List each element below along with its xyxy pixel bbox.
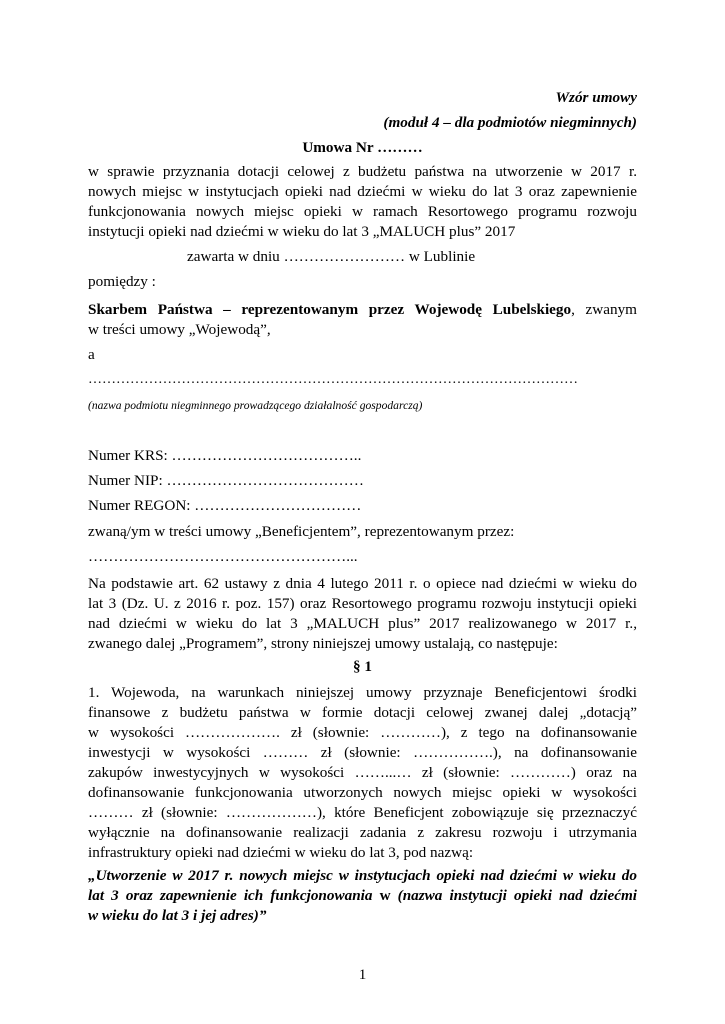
party1-name: Skarbem Państwa – reprezentowanym przez Wojewodę Lubelskiego [88, 301, 572, 318]
task-name-line-3: w wieku do lat 3 i jej adres)” [88, 907, 267, 924]
para1-line-1: 1. Wojewoda, na warunkach niniejszej umowy przyznaje Beneficjentowi środki [88, 684, 637, 701]
template-label: Wzór umowy [555, 89, 637, 106]
task-name-line-1: „Utworzenie w 2017 r. nowych miejsc w instytucjach opieki nad dziećmi w wieku do [88, 867, 637, 884]
para1-line-5: zakupów inwestycyjnych w wysokości ……...… zł (słownie: …………) oraz na [88, 764, 637, 781]
regon-line: Numer REGON: …………………………… [88, 497, 362, 514]
subject-line-3: funkcjonowania nowych miejsc opieki w ramach Resortowego programu rozwoju [88, 203, 637, 220]
concluded-line: zawarta w dniu …………………… w Lublinie [187, 248, 476, 265]
and-word: a [88, 346, 95, 363]
task-name-part-b: w [372, 887, 398, 904]
party1-line-2: w treści umowy „Wojewodą”, [88, 321, 271, 338]
contract-title: Umowa Nr ……… [302, 139, 423, 156]
party2-name-dots: …………………………………………………………………………………………… [88, 372, 578, 387]
basis-line-1: Na podstawie art. 62 ustawy z dnia 4 lutego 2011 r. o opiece nad dziećmi w wieku do [88, 575, 637, 592]
para1-line-2: finansowe z budżetu państwa w formie dotacji celowej zwanej dalej „dotacją” [88, 704, 637, 721]
between-label: pomiędzy : [88, 273, 156, 290]
subject-line-4: instytucji opieki nad dziećmi w wieku do lat 3 „MALUCH plus” 2017 [88, 223, 516, 240]
krs-line: Numer KRS: ……………………………….. [88, 447, 362, 464]
page-number: 1 [358, 966, 367, 983]
beneficiary-intro: zwaną/ym w treści umowy „Beneficjentem”, reprezentowanym przez: [88, 523, 515, 540]
task-name-part-c: (nazwa instytucji opieki nad dziećmi [397, 887, 638, 904]
para1-line-8: wyłącznie na dofinansowanie realizacji zadania z zakresu rozwoju i utrzymania [88, 824, 637, 841]
party1-rest: , zwanym [571, 301, 637, 318]
beneficiary-dots: ……………………………………………... [88, 548, 358, 565]
para1-line-6: dofinansowanie funkcjonowania utworzonych nowych miejsc opieki w wysokości [88, 784, 637, 801]
nip-line: Numer NIP: ………………………………… [88, 472, 364, 489]
subject-line-1: w sprawie przyznania dotacji celowej z budżetu państwa na utworzenie w 2017 r. [88, 163, 637, 180]
party2-caption: (nazwa podmiotu niegminnego prowadzącego działalność gospodarczą) [88, 399, 423, 412]
basis-line-4: zwanego dalej „Programem”, strony niniejszej umowy ustalają, co następuje: [88, 635, 558, 652]
para1-line-7: ……… zł (słownie: ………………), które Beneficjent zobowiązuje się przeznaczyć [88, 804, 637, 821]
basis-line-3: nad dziećmi w wieku do lat 3 „MALUCH plus” 2017 realizowanego w 2017 r., [88, 615, 637, 632]
task-name-line-2 [88, 886, 637, 905]
basis-line-2: lat 3 (Dz. U. z 2016 r. poz. 157) oraz Resortowego programu rozwoju instytucji opieki [88, 595, 637, 612]
para1-line-3: w wysokości ………………. zł (słownie: …………), z tego na dofinansowanie [88, 724, 637, 741]
subject-line-2: nowych miejsc w instytucjach opieki nad dziećmi w wieku do lat 3 oraz zapewnienie [88, 183, 637, 200]
module-label: (moduł 4 – dla podmiotów niegminnych) [383, 114, 637, 131]
para1-line-4: inwestycji w wysokości ……… zł (słownie: …………….), na dofinansowanie [88, 744, 637, 761]
task-name-part-a: lat 3 oraz zapewnienie ich funkcjonowania [88, 887, 373, 904]
party1-line [88, 300, 637, 319]
section-1-heading: § 1 [353, 658, 372, 675]
para1-line-9: infrastruktury opieki nad dziećmi w wieku do lat 3, pod nazwą: [88, 844, 474, 861]
